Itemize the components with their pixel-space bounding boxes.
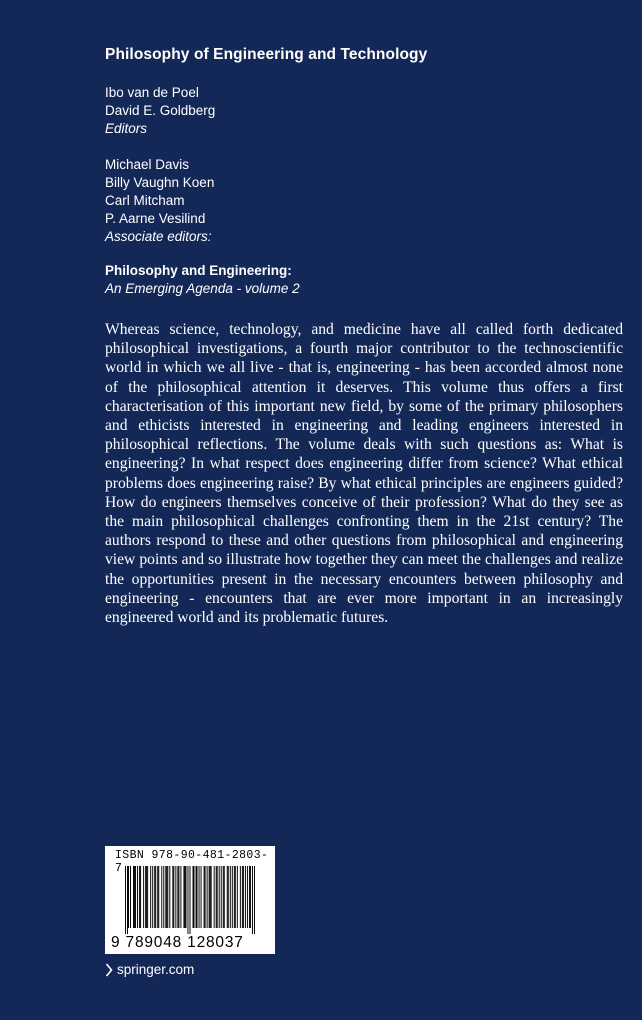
barcode-bar — [178, 866, 179, 928]
barcode-bar — [211, 866, 212, 928]
associate-editor-name: Carl Mitcham — [105, 193, 185, 208]
barcode-bar — [140, 866, 141, 928]
barcode-bar — [154, 866, 155, 928]
isbn-label: ISBN 978-90-481-2803-7 — [115, 849, 269, 875]
barcode-bar — [252, 866, 253, 934]
barcode-digits: 9 789048 128037 — [111, 934, 244, 951]
editors-role: Editors — [105, 121, 148, 136]
barcode-bar — [187, 866, 188, 934]
barcode-panel — [105, 846, 275, 954]
barcode-bar — [210, 866, 211, 928]
book-description: Whereas science, technology, and medicine have all called forth dedicated philosophical investigations, a fourth major contributor to the technoscientific world in which we all live - that is, engineering - has been accorded almost none of the philosophical attention it deserves. This volume thus offers a first characterisation of this important new field, by some of the primary philosophers and ethicists interested in engineering and leading engineers interested in philosophical reflections. The volume deals with such questions as: What is engineering? In what respect does engineering differ from science? What ethical problems does engineering raise? By what ethical principles are engineers guided? How do engineers themselves conceive of their profession? What do they see as the main philosophical challenges confronting them in the 21st century? The authors respond to these and other questions from philosophical and engineering view points and so illustrate how together they can meet the challenges and realize the opportunities present in the necessary encounters between philosophy and engineering - encounters that are ever more important in an increasingly engineered world and its problematic futures. — [105, 321, 623, 627]
barcode-bar — [157, 866, 158, 928]
barcode-bar — [249, 866, 250, 928]
barcode-bar — [242, 866, 243, 928]
barcode-bar — [166, 866, 167, 928]
barcode-bar — [145, 866, 146, 928]
barcode-bar — [232, 866, 233, 928]
barcode-bar — [234, 866, 235, 928]
barcode-bar — [152, 866, 153, 928]
barcode-bar — [147, 866, 148, 928]
barcode-bar — [207, 866, 208, 928]
associate-editor-name: P. Aarne Vesilind — [105, 211, 206, 226]
book-subtitle: An Emerging Agenda - volume 2 — [105, 281, 300, 296]
barcode-bar — [150, 866, 151, 928]
barcode-bar — [247, 866, 248, 928]
barcode-bar — [134, 866, 135, 928]
barcode-bar — [180, 866, 181, 928]
barcode-bar — [199, 866, 200, 928]
barcode-bar — [175, 866, 176, 928]
associate-editors-list — [105, 156, 214, 246]
barcode-bar — [161, 866, 162, 928]
barcode-bar — [184, 866, 185, 928]
barcode-bar — [205, 866, 206, 928]
barcode-bar — [185, 866, 186, 928]
barcode-bar — [128, 866, 129, 928]
barcode-bar — [240, 866, 241, 928]
barcode-bar — [221, 866, 222, 928]
book-title: Philosophy and Engineering: — [105, 263, 292, 278]
barcode-bar — [173, 866, 174, 928]
barcode-bar — [250, 866, 251, 928]
barcode-bar — [130, 866, 131, 928]
barcode-bar — [243, 866, 244, 928]
barcode-bar — [235, 866, 236, 928]
editor-name: David E. Goldberg — [105, 103, 216, 118]
barcode-bar — [163, 866, 164, 928]
barcode-bar — [172, 866, 173, 928]
barcode-bars-icon — [125, 866, 255, 934]
barcode-bar — [139, 866, 140, 928]
barcode-bar — [169, 866, 170, 928]
editor-name: Ibo van de Poel — [105, 85, 199, 100]
website-label[interactable]: springer.com — [117, 962, 195, 977]
barcode-bar — [196, 866, 197, 928]
barcode-bar — [177, 866, 178, 928]
chevron-right-icon — [105, 963, 113, 977]
barcode-bar — [127, 866, 128, 934]
barcode-bar — [201, 866, 202, 928]
barcode-bar — [146, 866, 147, 928]
barcode-bar — [237, 866, 238, 928]
barcode-bar — [190, 866, 191, 934]
barcode-bar — [125, 866, 126, 934]
barcode-bar — [155, 866, 156, 928]
barcode-bar — [228, 866, 229, 928]
barcode-bar — [224, 866, 225, 928]
barcode-bar — [135, 866, 136, 928]
barcode-bar — [230, 866, 231, 928]
barcode-bar — [217, 866, 218, 928]
series-title: Philosophy of Engineering and Technology — [105, 46, 428, 63]
barcode-bar — [219, 866, 220, 928]
barcode-bar — [194, 866, 195, 928]
barcode-bar — [197, 866, 198, 928]
editors-list — [105, 84, 215, 138]
barcode-bar — [209, 866, 210, 928]
barcode-bar — [245, 866, 246, 928]
barcode-bar — [158, 866, 159, 928]
barcode-bar — [204, 866, 205, 928]
barcode-bar — [227, 866, 228, 928]
barcode-bar — [167, 866, 168, 928]
barcode-bar — [165, 866, 166, 928]
publisher-website[interactable] — [105, 962, 194, 977]
barcode-bar — [216, 866, 217, 928]
associate-editors-role: Associate editors: — [105, 229, 212, 244]
barcode-bar — [214, 866, 215, 928]
barcode-bar — [193, 866, 194, 928]
associate-editor-name: Michael Davis — [105, 157, 190, 172]
barcode-bar — [223, 866, 224, 928]
barcode-bar — [137, 866, 138, 928]
barcode-bar — [133, 866, 134, 928]
barcode-bar — [143, 866, 144, 928]
barcode-bar — [254, 866, 255, 934]
associate-editor-name: Billy Vaughn Koen — [105, 175, 215, 190]
barcode-bar — [183, 866, 184, 928]
